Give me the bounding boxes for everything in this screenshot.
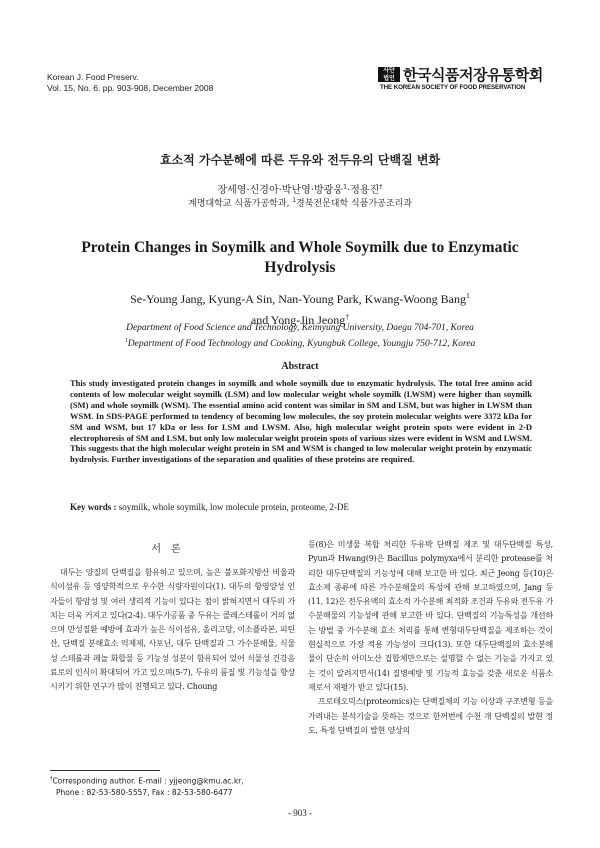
english-affil-1: Department of Food Science and Technology, Keimyung University, Daegu 704-701, Korea [126, 323, 474, 333]
korean-affiliation [0, 196, 600, 209]
intro-right-column [308, 538, 553, 738]
english-affil-2: Department of Food Technology and Cooking, Kyungbuk College, Youngju 750-712, Korea [127, 338, 476, 349]
intro-paragraph: 프로테오믹스(proteomics)는 단백질체의 기능 이상과 구조변형 등을 가려내는 분석기술을 뜻하는 것으로 한꺼번에 수천 개 단백질의 발현 정도, 특정 단백질의 발현 양상의 [308, 697, 553, 735]
society-name-ko: 한국식품저장유통학회 [403, 66, 543, 84]
intro-left-column [50, 566, 295, 695]
footnote-phone: Phone : 82-53-580-5557, Fax : 82-53-580-6477 [56, 788, 233, 797]
korean-affil-2: 경북전문대학 식품가공조리과 [296, 199, 412, 209]
korean-authors-sup: 1 [342, 182, 348, 191]
english-authors-line2: and Yong-Jin Jeong [250, 313, 346, 327]
korean-affil-1: 계명대학교 식품가공학과, [188, 199, 290, 209]
footnote-divider [50, 770, 160, 771]
korean-title: 효소적 가수분해에 따른 두유와 전두유의 단백질 변화 [159, 153, 441, 167]
journal-citation [47, 72, 213, 94]
english-affiliation [40, 322, 560, 350]
keywords-list: soymilk, whole soymilk, low molecule protein, proteome, 2-DE [118, 502, 349, 512]
english-authors-star: † [345, 312, 350, 321]
korean-authors [0, 181, 600, 196]
english-affil-sup: 1 [124, 337, 128, 344]
korean-authors-last: ·정용진 [347, 185, 380, 196]
journal-name: Korean J. Food Preserv. [47, 72, 139, 82]
abstract-body: This study investigated protein changes in soymilk and whole soymilk due to enzymatic hydrolysis. The total free amino acid contents of low molecular weight soymilk (LSM) and low molecular weight whole soymilk (LWSM) were higher than soymilk (SM) and whole soymilk (WSM). The essential amino acid content was similar in SM and LSM, but was higher in LWSM than WSM. In SDS-PAGE performed to tendency of becoming low molecules, the soy protein molecular weights were 3372 kDa for SM and WSM, but 17 kDa or less for LSM and LWSM. Also, high molecular weight protein spots were evident in 2-D electrophoresis of SM and LSM, but only low molecular weight protein spots of various sizes were evident in WSM and LWSM. This suggests that the high molecular weight protein in SM and WSM is changed to low molecular weight protein by enzymatic hydrolysis. Further investigations of the separation and qualities of these proteins are required. [70, 378, 532, 465]
intro-paragraph: 대두는 양질의 단백질을 함유하고 있으며, 높은 불포화지방산 비율과 식이섬유 등 영양학적으로 우수한 식량자원이다(1). 대두의 항영양성 인자들이 항암성 및 여러 생리적 기능이 있다는 점이 밝혀지면서 대두의 가치는 더욱 커지고 있다(2-4). 대두가공품 중 두유는 콜레스테롤이 거의 없으며 만성질환 예방에 효과가 높은 식이섬유, 올리고당, 이소플라본, 피틴산, 단백질 분해효소 억제제, 사포닌, 대두 단백질과 그 가수분해물, 식물성 스테롤과 페놀 화합물 등 기능성 성분이 함유되어 있어 식물성 건강음료로의 인식이 확대되어 가고 있으며(5-7), 두유의 품질 및 기능성을 향상시키기 위한 연구가 많이 진행되고 있다. Choung [50, 568, 295, 692]
footnote [50, 774, 295, 799]
english-authors-sup: 1 [466, 291, 470, 300]
abstract-heading: Abstract [281, 361, 319, 372]
society-emblem-icon: 사단 법인 [378, 67, 400, 82]
section-heading-introduction: 서론 [151, 544, 191, 555]
society-name-en: THE KOREAN SOCIETY OF FOOD PRESERVATION [380, 84, 526, 91]
intro-paragraph: 등(8)은 미생물 복합 처리한 두유박 단백질 제조 및 대두단백질 특성, Pyun과 Hwang(9)은 Bacillus polymyxa에서 분리한 protease를 처리한 대두단백질의 기능성에 대해 보고한 바 있다. 최근 Jeong 등(10)은 효소제 종류에 따른 가수분해물의 특성에 관해 보고하였으며, Jang 등(11, 12)은 전두유액의 효소적 가수분해 최적화 조건과 두유와 전두유 가수분해물의 기능성에 관해 보고한 바 있다. 단백질의 기능특성을 개선하는 방법 중 가수분해 효소 처리를 통해 변형대두단백질을 제조하는 것이 현실적으로 가장 적용 가능성이 크다(13). 또한 대두단백질의 효소분해물이 단순히 아미노산 집합체만으로는 설명할 수 없는 기능을 가지고 있는 것이 알려지면서(14) 질병예방 및 기능적 효능을 갖춘 새로운 식품소재로서 재평가 받고 있다(15). [308, 540, 553, 692]
journal-volume: Vol. 15, No. 6. pp. 903-908, December 2008 [47, 83, 214, 93]
english-authors-line1: Se-Young Jang, Kyung-A Sin, Nan-Young Park, Kwang-Woong Bang [130, 292, 467, 306]
keywords-label: Key words : [70, 502, 117, 512]
society-logo [378, 66, 563, 94]
korean-affil-sup: 1 [292, 198, 297, 204]
footnote-email: Corresponding author. E-mail : yjjeong@kmu.ac.kr, [52, 776, 244, 786]
keywords [70, 502, 532, 512]
english-title: Protein Changes in Soymilk and Whole Soymilk due to Enzymatic Hydrolysis [81, 239, 519, 276]
korean-authors-main: 장세영·신경아·박난영·방광웅 [217, 185, 343, 196]
korean-authors-star: † [379, 182, 383, 191]
footnote-star: † [50, 776, 53, 782]
page-number: - 903 - [288, 808, 312, 818]
